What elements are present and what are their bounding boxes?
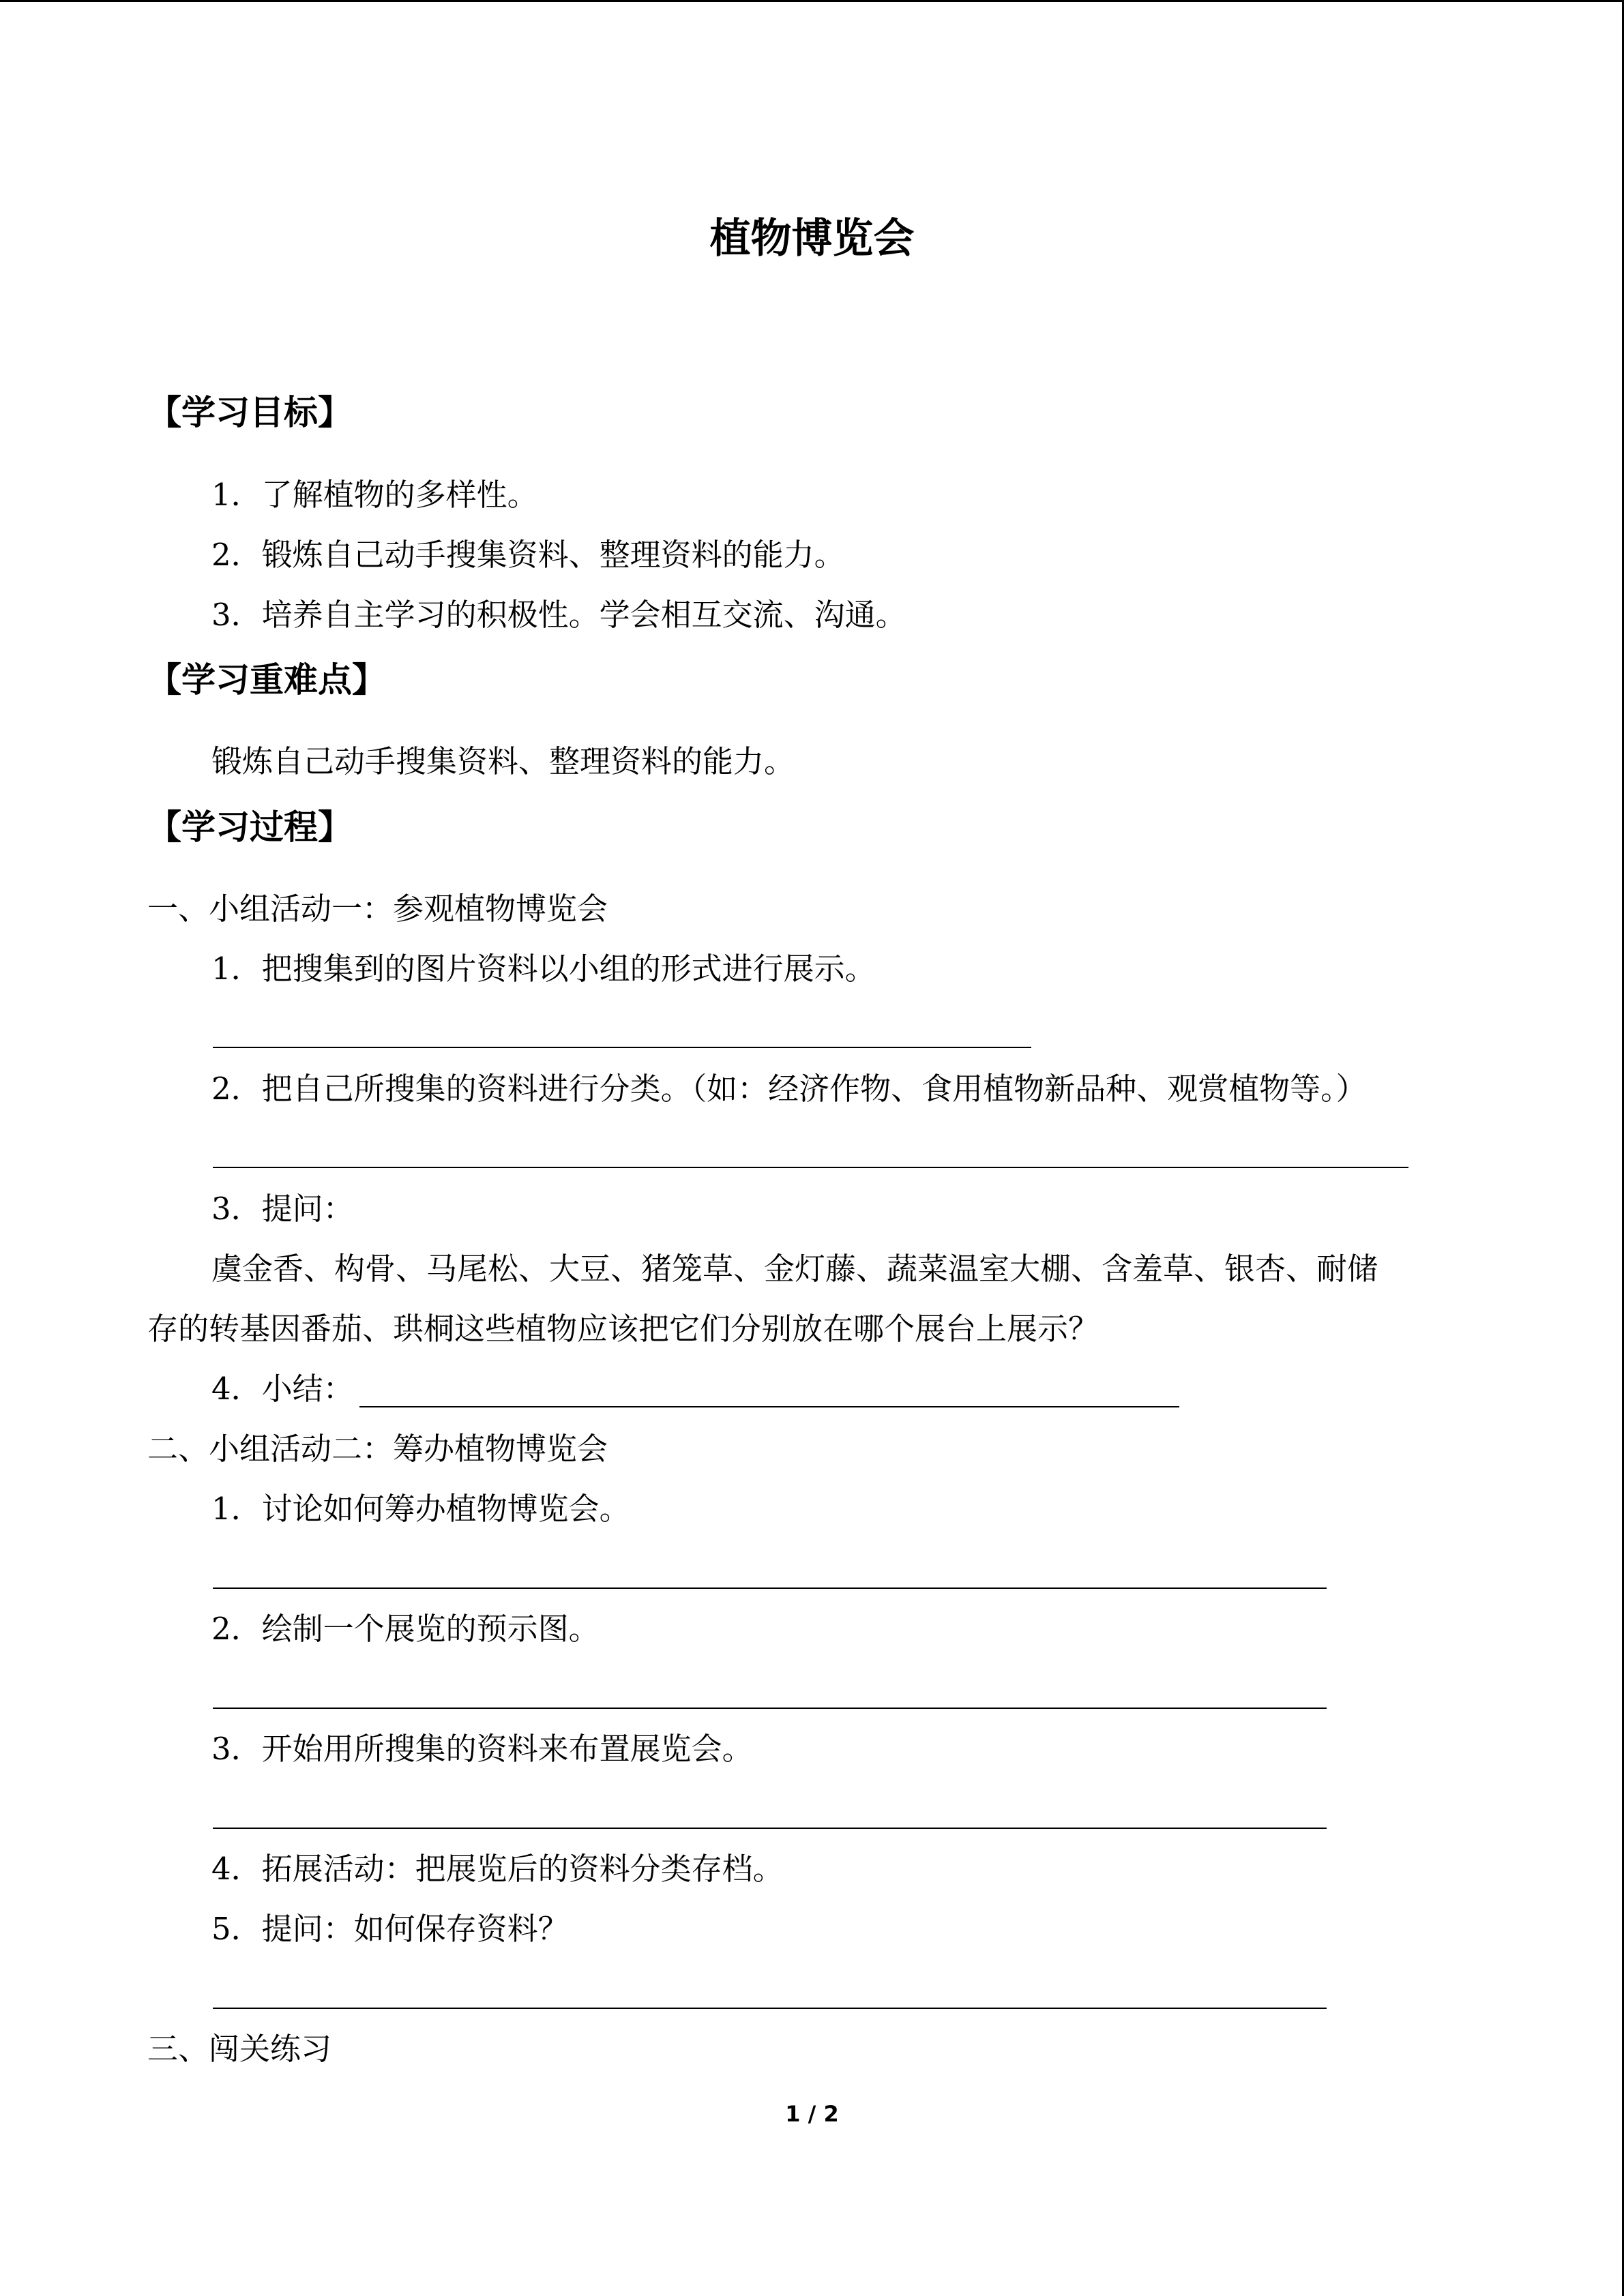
- page-border-top: [0, 0, 1624, 2]
- key-points-text: 锻炼自己动手搜集资料、整理资料的能力。: [211, 743, 795, 779]
- objective-item-2: 2．锻炼自己动手搜集资料、整理资料的能力。: [211, 537, 845, 573]
- answer-line-a1q4: [359, 1406, 1179, 1407]
- answer-line-a2q5: [213, 2008, 1327, 2009]
- activity1-question-3: 3．提问：: [211, 1191, 354, 1227]
- answer-line-a1q2: [213, 1167, 1408, 1168]
- activity2-title: 二、小组活动二：筹办植物博览会: [147, 1431, 608, 1467]
- page-title: 植物博览会: [709, 215, 915, 263]
- key-points-heading: 【学习重难点】: [147, 660, 386, 700]
- activity1-question-2: 2．把自己所搜集的资料进行分类。（如：经济作物、食用植物新品种、观赏植物等。）: [211, 1071, 1367, 1107]
- objective-item-3: 3．培养自主学习的积极性。学会相互交流、沟通。: [211, 597, 906, 633]
- page-indicator: 1 / 2: [785, 2101, 839, 2127]
- activity2-question-5: 5．提问：如何保存资料？: [211, 1911, 569, 1947]
- activity2-question-3: 3．开始用所搜集的资料来布置展览会。: [211, 1731, 753, 1767]
- activity2-question-4: 4．拓展活动：把展览后的资料分类存档。: [211, 1851, 784, 1887]
- objective-item-1: 1．了解植物的多样性。: [211, 477, 538, 513]
- activity1-question-1: 1．把搜集到的图片资料以小组的形式进行展示。: [211, 951, 876, 987]
- answer-line-a1q1: [213, 1047, 1031, 1048]
- process-heading: 【学习过程】: [147, 807, 352, 847]
- objectives-heading: 【学习目标】: [147, 393, 352, 432]
- activity3-title: 三、闯关练习: [147, 2031, 332, 2067]
- answer-line-a2q1: [213, 1587, 1327, 1589]
- activity2-question-2: 2．绘制一个展览的预示图。: [211, 1611, 600, 1647]
- activity1-question-3-body-line2: 存的转基因番茄、珙桐这些植物应该把它们分别放在哪个展台上展示？: [147, 1311, 1099, 1347]
- answer-line-a2q2: [213, 1708, 1327, 1709]
- activity1-title: 一、小组活动一：参观植物博览会: [147, 891, 608, 927]
- answer-line-a2q3: [213, 1828, 1327, 1829]
- activity1-question-4: 4．小结：: [211, 1371, 354, 1407]
- activity1-question-3-body-line1: 虞金香、构骨、马尾松、大豆、猪笼草、金灯藤、蔬菜温室大棚、含羞草、银杏、耐储: [211, 1251, 1378, 1287]
- activity2-question-1: 1．讨论如何筹办植物博览会。: [211, 1491, 630, 1527]
